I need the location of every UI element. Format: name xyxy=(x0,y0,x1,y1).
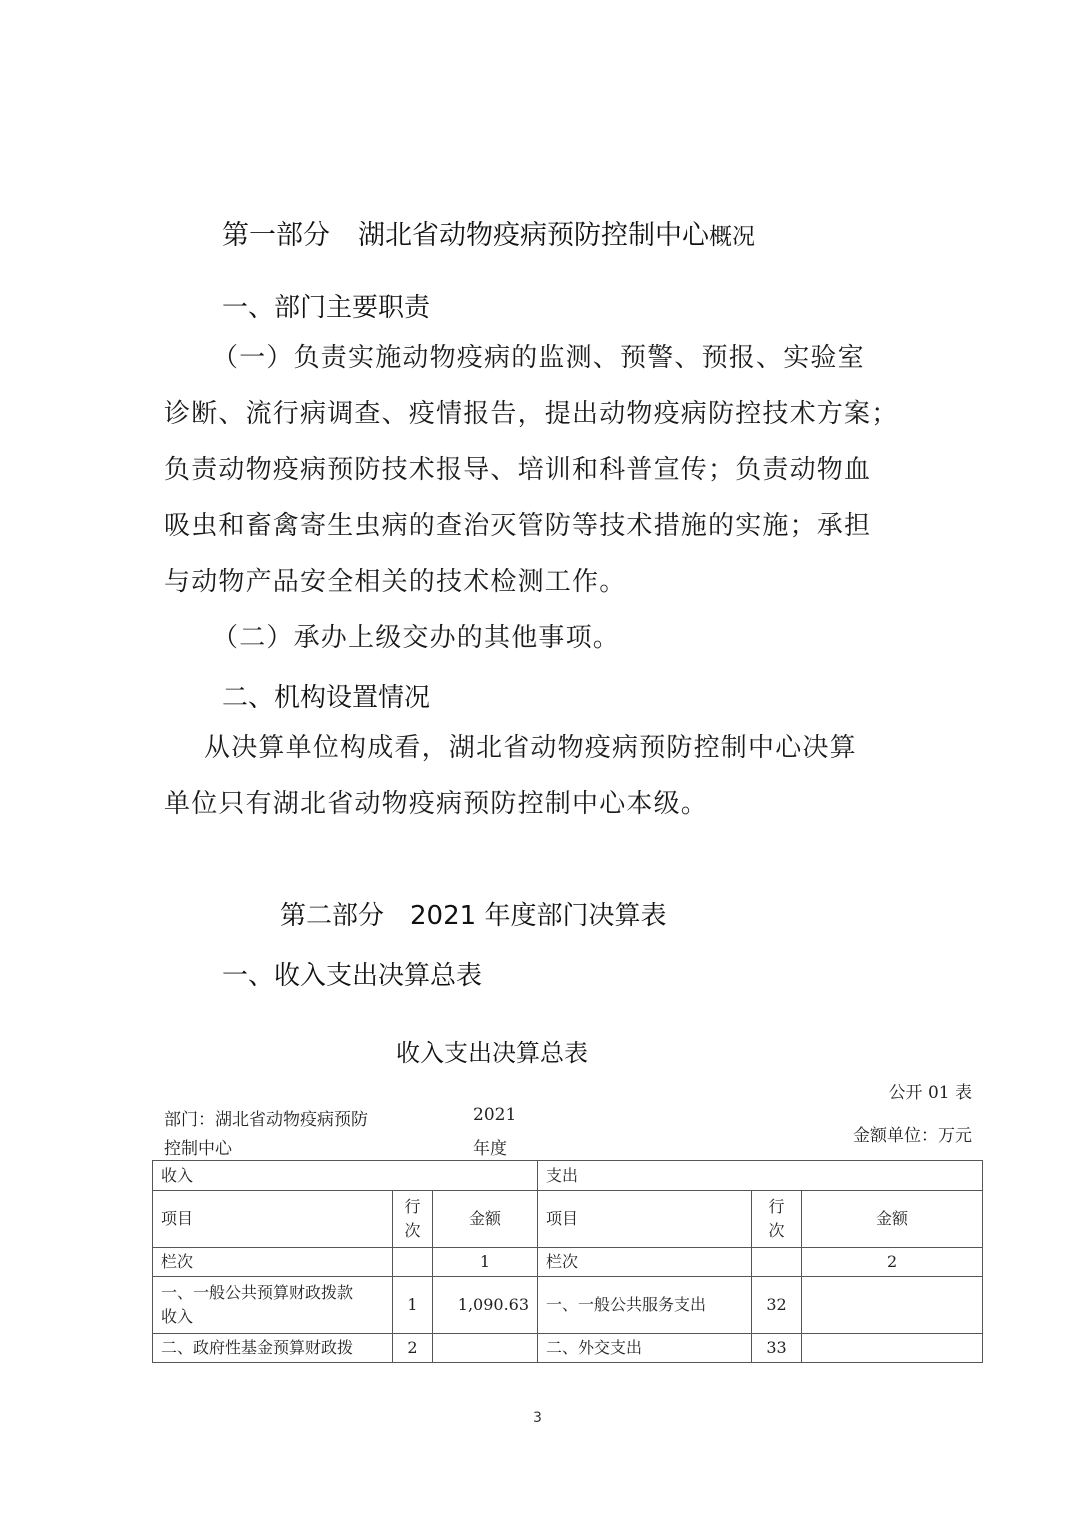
income-item-line-1: 一、一般公共预算财政拨款 xyxy=(161,1283,354,1302)
expense-row-no-header-2: 次 xyxy=(768,1221,785,1240)
expense-header: 支出 xyxy=(538,1161,983,1191)
income-amount-header: 金额 xyxy=(433,1191,538,1248)
amount-unit: 金额单位：万元 xyxy=(853,1126,972,1146)
expense-amount xyxy=(802,1334,983,1363)
expense-row-no: 32 xyxy=(752,1277,802,1334)
expense-item: 二、外交支出 xyxy=(538,1334,752,1363)
table-column-header-row xyxy=(153,1191,983,1248)
income-item-header: 项目 xyxy=(153,1191,393,1248)
section1-line-4: 吸虫和畜禽寄生虫病的查治灭管防等技术措施的实施；承担 xyxy=(164,511,872,541)
year-line-2: 年度 xyxy=(473,1139,507,1159)
table-caption: 收入支出决算总表 xyxy=(396,1039,588,1067)
section1-line-6: （二）承办上级交办的其他事项。 xyxy=(212,623,621,653)
table-row xyxy=(153,1334,983,1363)
part2-title-prefix: 第二部分 xyxy=(280,901,385,931)
income-header: 收入 xyxy=(153,1161,538,1191)
expense-item: 一、一般公共服务支出 xyxy=(538,1277,752,1334)
expense-index-value: 2 xyxy=(802,1248,983,1277)
department-line-1: 部门：湖北省动物疫病预防 xyxy=(164,1110,368,1130)
table-row xyxy=(153,1277,983,1334)
table-section-header-row xyxy=(153,1161,983,1191)
income-index-value: 1 xyxy=(433,1248,538,1277)
expense-index-label: 栏次 xyxy=(538,1248,752,1277)
page-number: 3 xyxy=(533,1410,542,1426)
table-index-row xyxy=(153,1248,983,1277)
income-item xyxy=(153,1277,393,1334)
expense-row-no: 33 xyxy=(752,1334,802,1363)
section2-line-1: 从决算单位构成看，湖北省动物疫病预防控制中心决算 xyxy=(204,733,857,763)
income-item: 二、政府性基金预算财政拨 xyxy=(153,1334,393,1363)
income-row-no-header-1: 行 xyxy=(404,1197,421,1216)
part1-title-prefix: 第一部分 xyxy=(222,220,330,251)
table-number: 公开 01 表 xyxy=(888,1083,972,1103)
expense-row-no-header-1: 行 xyxy=(768,1197,785,1216)
part2-title xyxy=(280,895,666,932)
section1-heading: 一、部门主要职责 xyxy=(222,293,431,323)
income-expense-table xyxy=(152,1160,983,1363)
income-row-no: 1 xyxy=(393,1277,433,1334)
department-line-2: 控制中心 xyxy=(164,1139,232,1159)
income-index-blank xyxy=(393,1248,433,1277)
income-item-line-2: 收入 xyxy=(161,1307,194,1326)
section1-line-3: 负责动物疫病预防技术报导、培训和科普宣传；负责动物血 xyxy=(164,455,872,485)
expense-amount-header: 金额 xyxy=(802,1191,983,1248)
expense-amount xyxy=(802,1277,983,1334)
income-index-label: 栏次 xyxy=(153,1248,393,1277)
expense-item-header: 项目 xyxy=(538,1191,752,1248)
expense-row-no-header xyxy=(752,1191,802,1248)
part2-subheading: 一、收入支出决算总表 xyxy=(222,961,483,991)
section1-line-1: （一）负责实施动物疫病的监测、预警、预报、实验室 xyxy=(212,343,865,373)
part2-title-main: 2021 年度部门决算表 xyxy=(410,901,667,931)
section1-line-2: 诊断、流行病调查、疫情报告，提出动物疫病防控技术方案； xyxy=(164,399,899,429)
income-row-no-header-2: 次 xyxy=(404,1221,421,1240)
income-row-no-header xyxy=(393,1191,433,1248)
income-amount xyxy=(433,1334,538,1363)
part1-title-main: 湖北省动物疫病预防控制中心 xyxy=(358,220,709,251)
expense-index-blank xyxy=(752,1248,802,1277)
section1-line-5: 与动物产品安全相关的技术检测工作。 xyxy=(164,567,627,597)
income-amount: 1,090.63 xyxy=(433,1277,538,1334)
section2-line-2: 单位只有湖北省动物疫病预防控制中心本级。 xyxy=(164,789,709,819)
part1-title xyxy=(222,213,755,252)
part1-title-suffix: 概况 xyxy=(709,224,755,250)
year-line-1: 2021 xyxy=(473,1105,517,1125)
income-row-no: 2 xyxy=(393,1334,433,1363)
section2-heading: 二、机构设置情况 xyxy=(222,683,431,713)
